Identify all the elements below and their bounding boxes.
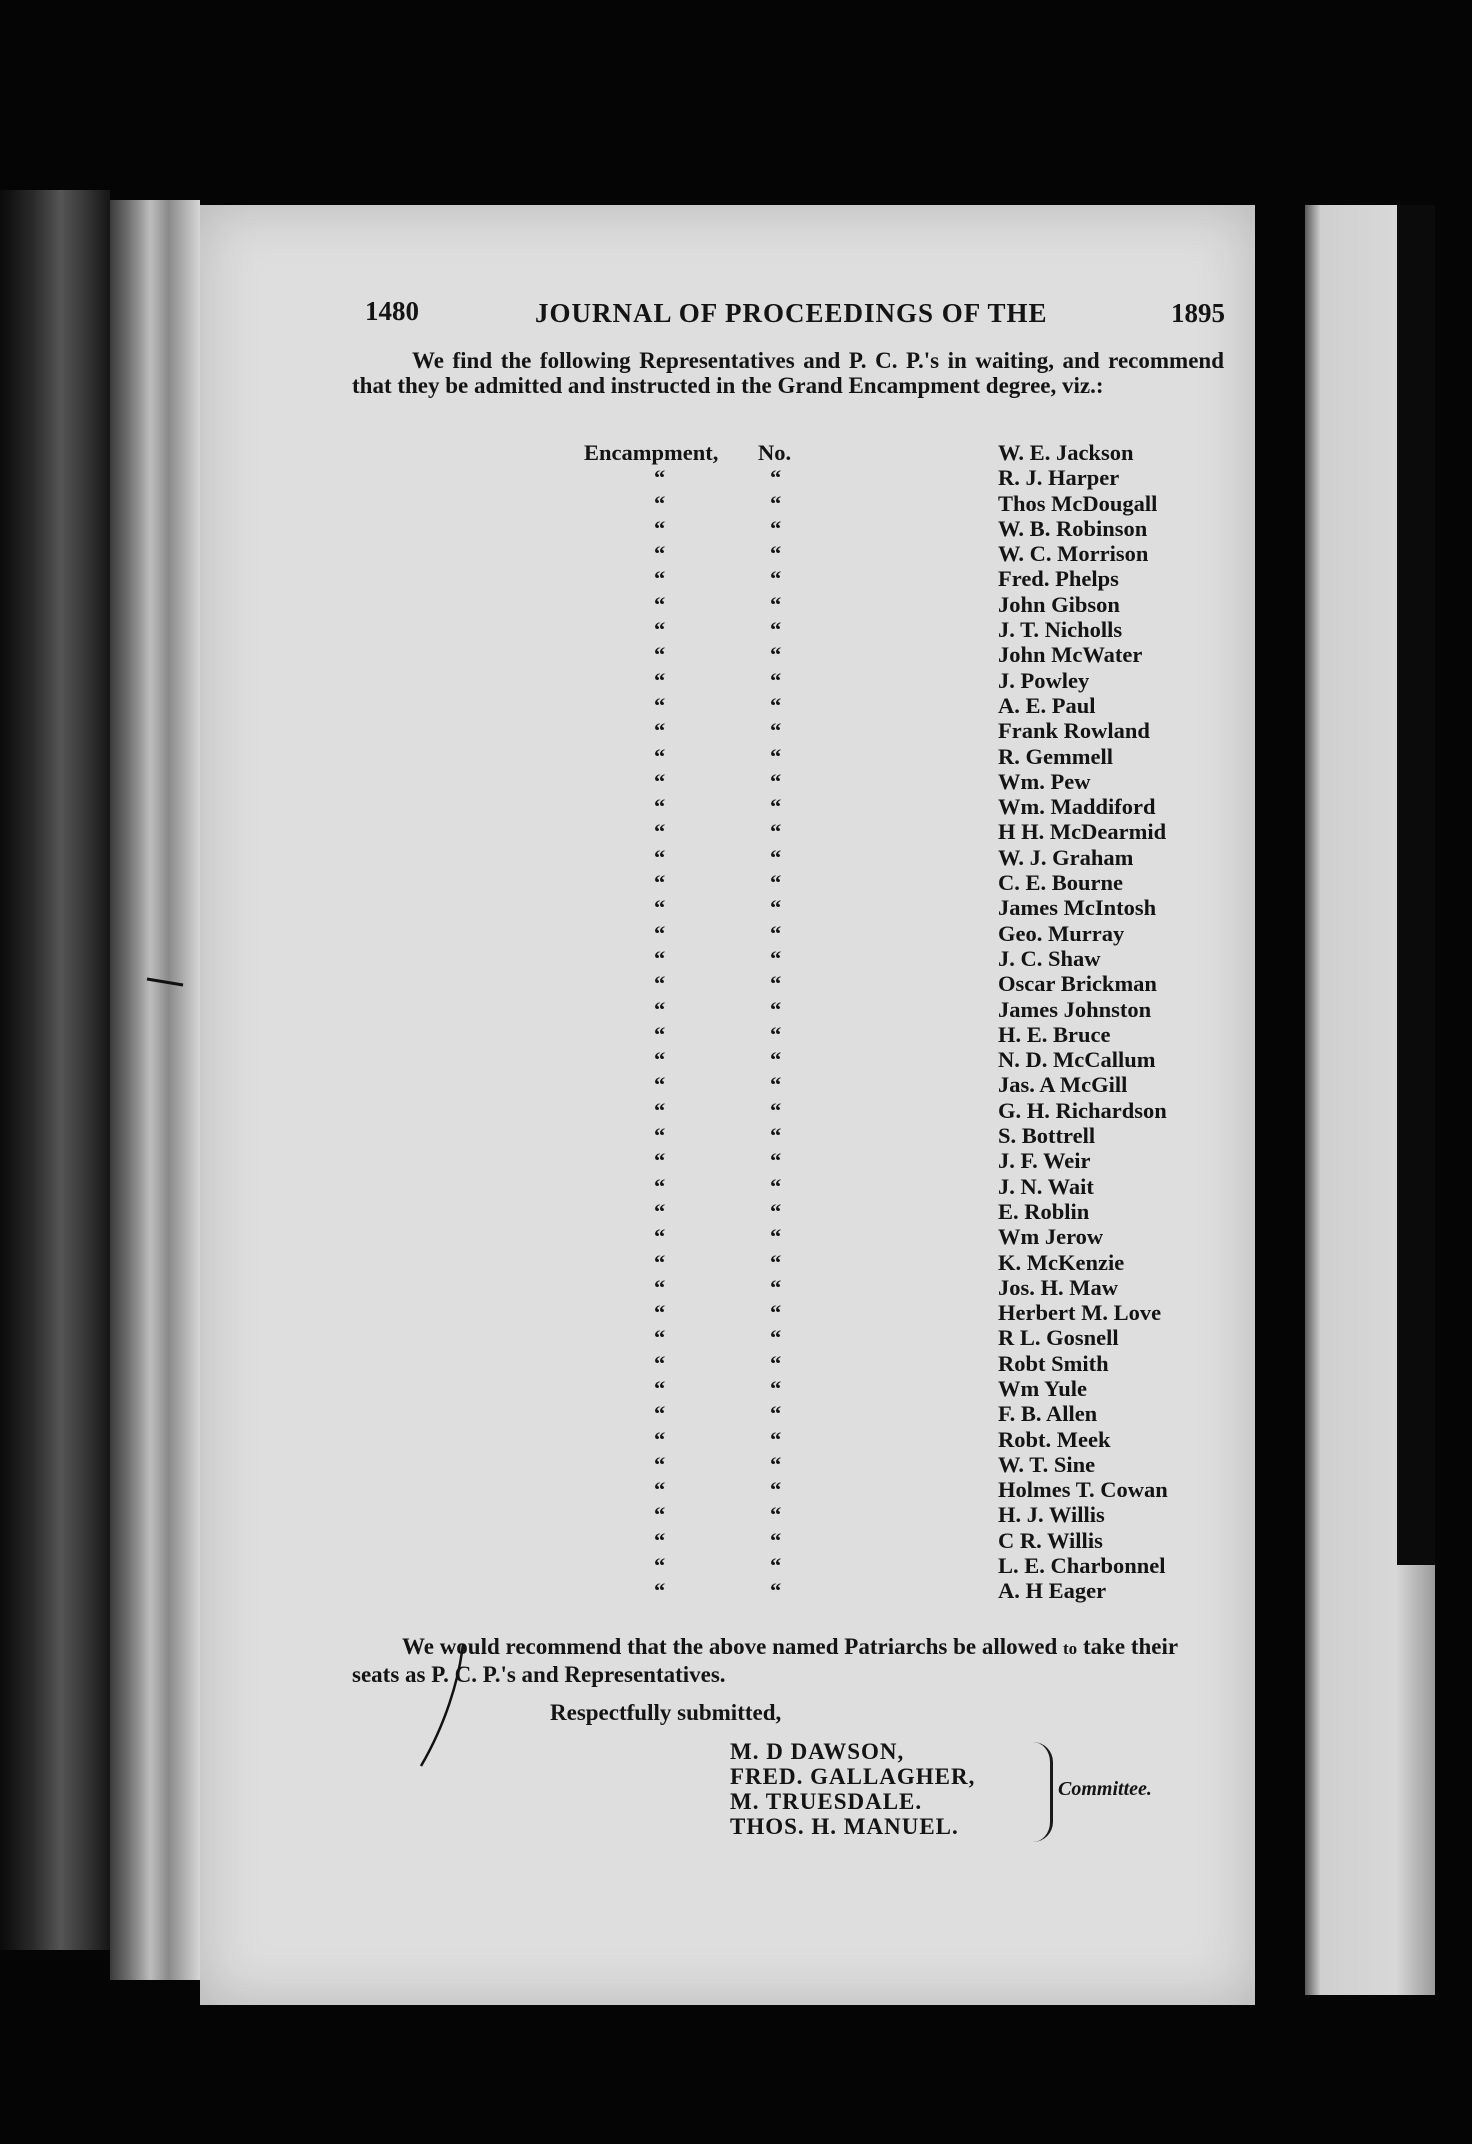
committee-signatures	[730, 1739, 975, 1839]
representative-name: John McWater	[998, 642, 1143, 668]
representative-name: Jos. H. Maw	[998, 1274, 1118, 1300]
ditto-no: “	[770, 1173, 782, 1199]
ditto-encampment: “	[654, 945, 666, 971]
ditto-encampment: “	[654, 1047, 666, 1073]
ditto-encampment: “	[654, 1097, 666, 1123]
table-row	[362, 870, 1222, 895]
ditto-encampment: “	[654, 1401, 666, 1427]
signature-line: FRED. GALLAGHER,	[730, 1764, 976, 1789]
ditto-no: “	[770, 1097, 782, 1123]
ditto-encampment: “	[654, 1451, 666, 1477]
ditto-encampment: “	[654, 1350, 666, 1376]
table-row	[362, 946, 1222, 971]
closing-rest-text: take their seats as P. C. P.'s and Representatives.	[352, 1634, 1178, 1687]
ditto-encampment: “	[654, 642, 666, 668]
representative-name: W. B. Robinson	[998, 515, 1148, 541]
representative-name: R L. Gosnell	[998, 1325, 1119, 1351]
ditto-no: “	[770, 541, 782, 567]
ditto-no: “	[770, 743, 782, 769]
ditto-encampment: “	[654, 1300, 666, 1326]
ditto-no: “	[770, 1553, 782, 1579]
running-head	[365, 296, 1225, 336]
table-row	[362, 516, 1222, 541]
ditto-no: “	[770, 1274, 782, 1300]
representative-name: S. Bottrell	[998, 1123, 1096, 1149]
ditto-no: “	[770, 844, 782, 870]
table-row	[362, 1174, 1222, 1199]
representative-name: Wm Yule	[998, 1375, 1087, 1401]
representative-name: Wm. Pew	[998, 768, 1091, 794]
ditto-encampment: “	[654, 1198, 666, 1224]
ditto-no: “	[770, 870, 782, 896]
ditto-encampment: “	[654, 1123, 666, 1149]
ditto-encampment: “	[654, 1527, 666, 1553]
representative-name: H. E. Bruce	[998, 1021, 1111, 1047]
ditto-encampment: “	[654, 1072, 666, 1098]
ditto-encampment: “	[654, 692, 666, 718]
table-row	[362, 744, 1222, 769]
table-row	[362, 1072, 1222, 1097]
ditto-no: “	[770, 1477, 782, 1503]
ditto-encampment: “	[654, 1553, 666, 1579]
header-no: No.	[758, 440, 792, 465]
representative-name: J. Powley	[998, 667, 1090, 693]
ditto-encampment: “	[654, 617, 666, 643]
page-number: 1480	[365, 296, 419, 326]
ditto-no: “	[770, 1426, 782, 1452]
representative-name: Wm. Maddiford	[998, 794, 1156, 820]
ditto-no: “	[770, 1047, 782, 1073]
table-header-row	[362, 440, 1222, 465]
representative-name: W. T. Sine	[998, 1451, 1096, 1477]
ditto-no: “	[770, 1198, 782, 1224]
table-row	[362, 971, 1222, 996]
table-row	[362, 541, 1222, 566]
representative-name: R. J. Harper	[998, 465, 1120, 491]
representative-name: Fred. Phelps	[998, 566, 1119, 592]
ditto-no: “	[770, 465, 782, 491]
representative-name: W. J. Graham	[998, 844, 1134, 870]
table-row	[362, 1502, 1222, 1527]
table-row	[362, 1376, 1222, 1401]
representative-name: L. E. Charbonnel	[998, 1553, 1166, 1579]
table-row	[362, 642, 1222, 667]
ditto-encampment: “	[654, 1021, 666, 1047]
representative-name: C. E. Bourne	[998, 870, 1124, 896]
table-row	[362, 1528, 1222, 1553]
ditto-encampment: “	[654, 844, 666, 870]
representative-name: Thos McDougall	[998, 490, 1158, 516]
table-row	[362, 693, 1222, 718]
ditto-no: “	[770, 617, 782, 643]
journal-title: JOURNAL OF PROCEEDINGS OF THE	[535, 298, 1048, 328]
ditto-no: “	[770, 1527, 782, 1553]
ditto-no: “	[770, 566, 782, 592]
ditto-encampment: “	[654, 768, 666, 794]
ditto-encampment: “	[654, 1502, 666, 1528]
ditto-no: “	[770, 515, 782, 541]
representative-name: J. T. Nicholls	[998, 617, 1123, 643]
ditto-encampment: “	[654, 870, 666, 896]
ditto-no: “	[770, 1451, 782, 1477]
ditto-encampment: “	[654, 718, 666, 744]
ditto-encampment: “	[654, 1274, 666, 1300]
representative-name: E. Roblin	[998, 1198, 1090, 1224]
closing-to-word: to	[1063, 1639, 1078, 1658]
representative-name: J. F. Weir	[998, 1148, 1091, 1174]
representative-name: James McIntosh	[998, 895, 1157, 921]
table-row	[362, 465, 1222, 490]
representative-name: H H. McDearmid	[998, 819, 1167, 845]
ditto-encampment: “	[654, 971, 666, 997]
ditto-encampment: “	[654, 1224, 666, 1250]
ditto-encampment: “	[654, 591, 666, 617]
ditto-encampment: “	[654, 1148, 666, 1174]
ditto-no: “	[770, 920, 782, 946]
closing-main-text: We would recommend that the above named Patriarchs be allowed	[402, 1634, 1058, 1659]
table-row	[362, 1427, 1222, 1452]
ditto-no: “	[770, 1300, 782, 1326]
table-row	[362, 718, 1222, 743]
ditto-encampment: “	[654, 1578, 666, 1604]
table-row	[362, 592, 1222, 617]
ditto-no: “	[770, 718, 782, 744]
table-row	[362, 617, 1222, 642]
ditto-encampment: “	[654, 541, 666, 567]
ditto-no: “	[770, 768, 782, 794]
table-row	[362, 1224, 1222, 1249]
representative-name: J. N. Wait	[998, 1173, 1094, 1199]
ditto-no: “	[770, 642, 782, 668]
facing-page-edge	[1305, 205, 1435, 1995]
representative-name: C R. Willis	[998, 1527, 1103, 1553]
ditto-no: “	[770, 1375, 782, 1401]
page-edge-gutter	[110, 200, 200, 1980]
ditto-encampment: “	[654, 1325, 666, 1351]
ditto-encampment: “	[654, 515, 666, 541]
ditto-no: “	[770, 692, 782, 718]
representative-name: James Johnston	[998, 996, 1152, 1022]
table-row	[362, 997, 1222, 1022]
ditto-encampment: “	[654, 794, 666, 820]
representative-name: Robt Smith	[998, 1350, 1109, 1376]
ditto-encampment: “	[654, 465, 666, 491]
ditto-encampment: “	[654, 490, 666, 516]
representative-name: Oscar Brickman	[998, 971, 1157, 997]
representative-name: H. J. Willis	[998, 1502, 1105, 1528]
representative-name: Wm Jerow	[998, 1224, 1104, 1250]
table-row	[362, 1047, 1222, 1072]
representative-name: Geo. Murray	[998, 920, 1125, 946]
signoff-line: Respectfully submitted,	[550, 1700, 782, 1725]
table-row	[362, 1250, 1222, 1275]
ditto-no: “	[770, 971, 782, 997]
ditto-encampment: “	[654, 667, 666, 693]
signature-line: M. TRUESDALE.	[730, 1789, 923, 1814]
representatives-table	[362, 440, 1222, 1604]
representative-name: A. H Eager	[998, 1578, 1107, 1604]
table-row	[362, 1553, 1222, 1578]
committee-brace	[1030, 1742, 1053, 1842]
table-row	[362, 1300, 1222, 1325]
table-row	[362, 1275, 1222, 1300]
table-row	[362, 845, 1222, 870]
ditto-no: “	[770, 1502, 782, 1528]
table-row	[362, 566, 1222, 591]
ditto-encampment: “	[654, 1375, 666, 1401]
ditto-no: “	[770, 1072, 782, 1098]
table-row	[362, 1401, 1222, 1426]
ditto-no: “	[770, 1021, 782, 1047]
representative-name: John Gibson	[998, 591, 1120, 617]
signature-line: M. D DAWSON,	[730, 1739, 905, 1764]
table-row	[362, 1578, 1222, 1603]
ditto-no: “	[770, 1401, 782, 1427]
representative-name: F. B. Allen	[998, 1401, 1098, 1427]
table-row	[362, 1351, 1222, 1376]
table-row	[362, 1123, 1222, 1148]
ditto-no: “	[770, 1325, 782, 1351]
ditto-no: “	[770, 490, 782, 516]
signature-line: THOS. H. MANUEL.	[730, 1814, 959, 1839]
representative-name: W. E. Jackson	[998, 440, 1134, 465]
representative-name: G. H. Richardson	[998, 1097, 1167, 1123]
ditto-no: “	[770, 1224, 782, 1250]
representative-name: A. E. Paul	[998, 692, 1096, 718]
ditto-encampment: “	[654, 819, 666, 845]
closing-paragraph	[352, 1634, 1212, 1688]
ditto-no: “	[770, 591, 782, 617]
ditto-no: “	[770, 1249, 782, 1275]
table-row	[362, 819, 1222, 844]
table-row	[362, 1325, 1222, 1350]
table-row	[362, 1199, 1222, 1224]
table-row	[362, 491, 1222, 516]
table-row	[362, 895, 1222, 920]
intro-paragraph: We find the following Representatives and P. C. P.'s in waiting, and recommend that they be admitted and instructed in the Grand Encampment degree, viz.:	[352, 348, 1224, 398]
ditto-no: “	[770, 819, 782, 845]
ditto-encampment: “	[654, 1173, 666, 1199]
table-row	[362, 1148, 1222, 1173]
book-spine-shadow	[0, 190, 110, 1950]
representative-name: Holmes T. Cowan	[998, 1477, 1168, 1503]
ditto-no: “	[770, 945, 782, 971]
ditto-no: “	[770, 1148, 782, 1174]
table-row	[362, 769, 1222, 794]
ditto-encampment: “	[654, 1477, 666, 1503]
ditto-encampment: “	[654, 996, 666, 1022]
table-row	[362, 921, 1222, 946]
ditto-no: “	[770, 1123, 782, 1149]
representative-name: Herbert M. Love	[998, 1300, 1162, 1326]
representative-name: R. Gemmell	[998, 743, 1113, 769]
ditto-no: “	[770, 996, 782, 1022]
representative-name: K. McKenzie	[998, 1249, 1125, 1275]
table-row	[362, 1452, 1222, 1477]
representative-name: Robt. Meek	[998, 1426, 1111, 1452]
table-row	[362, 1098, 1222, 1123]
table-row	[362, 668, 1222, 693]
ditto-encampment: “	[654, 920, 666, 946]
representative-name: N. D. McCallum	[998, 1047, 1156, 1073]
header-encampment: Encampment,	[584, 440, 719, 465]
ditto-encampment: “	[654, 895, 666, 921]
ditto-no: “	[770, 1578, 782, 1604]
representative-name: Frank Rowland	[998, 718, 1150, 744]
ditto-no: “	[770, 1350, 782, 1376]
ditto-no: “	[770, 895, 782, 921]
handwritten-pen-stroke	[415, 1640, 475, 1770]
ditto-encampment: “	[654, 1249, 666, 1275]
representative-name: J. C. Shaw	[998, 945, 1101, 971]
representative-name: Jas. A McGill	[998, 1072, 1128, 1098]
ditto-no: “	[770, 667, 782, 693]
table-row	[362, 1022, 1222, 1047]
page-year: 1895	[1171, 298, 1225, 328]
ditto-no: “	[770, 794, 782, 820]
table-row	[362, 794, 1222, 819]
ditto-encampment: “	[654, 1426, 666, 1452]
representative-name: W. C. Morrison	[998, 541, 1149, 567]
margin-tick-mark	[145, 975, 185, 989]
table-row	[362, 1477, 1222, 1502]
ditto-encampment: “	[654, 743, 666, 769]
ditto-encampment: “	[654, 566, 666, 592]
committee-label: Committee.	[1058, 1778, 1152, 1800]
